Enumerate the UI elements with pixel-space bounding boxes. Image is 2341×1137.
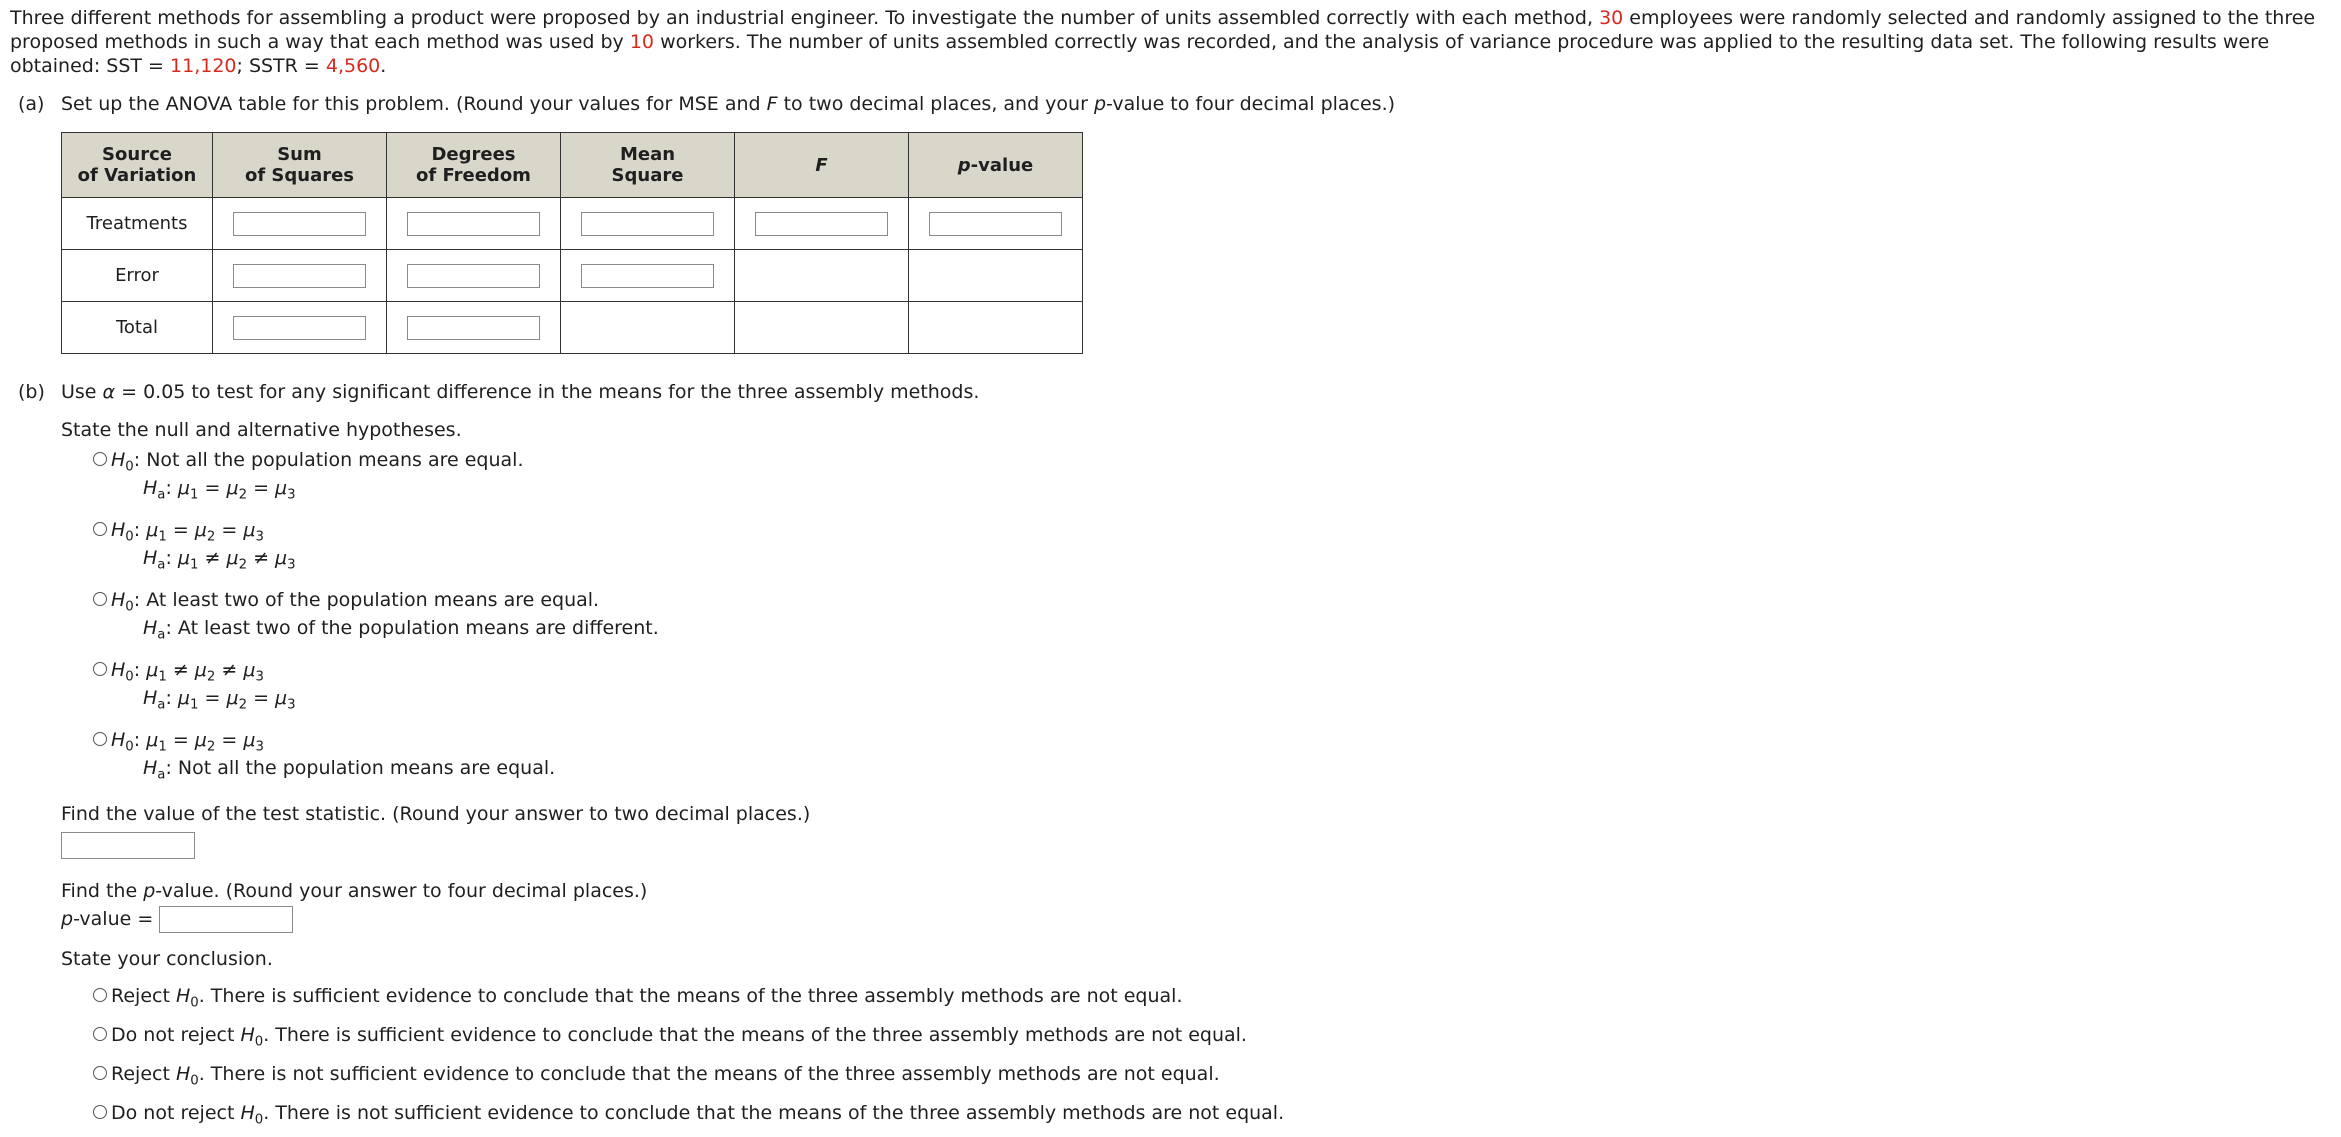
h0-subscript: 0 xyxy=(125,739,134,755)
null-hypothesis: $H_0$: Not all the population means are equal. xyxy=(111,449,524,475)
header-mean-square xyxy=(561,133,735,198)
part-a-text: to two decimal places, and your xyxy=(777,93,1094,115)
treatments-ms-input[interactable] xyxy=(581,212,714,236)
hypotheses-options xyxy=(83,446,2341,782)
error-ss-cell xyxy=(213,250,387,302)
radio-button[interactable] xyxy=(93,1027,107,1041)
conclusion-lead: Reject xyxy=(111,1063,176,1085)
p-value-input[interactable] xyxy=(159,906,293,933)
error-ss-input[interactable] xyxy=(233,264,366,288)
conclusion-text: . There is not sufficient evidence to conclude that the means of the three assembly methods are not equal. xyxy=(198,1063,1220,1085)
empty-cell xyxy=(909,302,1083,354)
h0-symbol: H xyxy=(240,1102,255,1124)
treatments-f-input[interactable] xyxy=(755,212,888,236)
ha-subscript: a xyxy=(157,557,166,573)
anova-table xyxy=(61,132,1083,354)
table-row-total xyxy=(62,302,1083,354)
intro-text: ; SSTR = xyxy=(236,55,326,77)
p-value-prompt-text: p xyxy=(143,880,156,902)
conclusion-lead: Do not reject xyxy=(111,1024,241,1046)
alternative-hypothesis: $H_a$: $\mu_1 = \mu_2 = \mu_3$ xyxy=(143,687,296,713)
p-value-prompt xyxy=(61,879,2341,903)
p-value-prompt-text: Find the xyxy=(61,880,144,902)
hypothesis-text: $\mu_1 \ne \mu_2 \ne \mu_3$ xyxy=(146,659,264,685)
part-a-label: (a) xyxy=(18,93,45,115)
employees-count: 30 xyxy=(1599,7,1624,29)
hypothesis-text: $\mu_1 = \mu_2 = \mu_3$ xyxy=(146,519,264,545)
ha-symbol: H xyxy=(143,617,158,639)
conclusion-prompt: State your conclusion. xyxy=(61,948,273,970)
alternative-hypothesis: $H_a$: At least two of the population means are different. xyxy=(143,617,659,643)
ha-subscript: a xyxy=(157,767,166,783)
part-a-text: Set up the ANOVA table for this problem. (Round your values for MSE and xyxy=(61,93,767,115)
empty-cell xyxy=(735,250,909,302)
conclusion-text: . There is not sufficient evidence to conclude that the means of the three assembly methods are not equal. xyxy=(263,1102,1285,1124)
treatments-ss-cell xyxy=(213,198,387,250)
h0-subscript: 0 xyxy=(125,529,134,545)
hypothesis-text: $\mu_1 = \mu_2 = \mu_3$ xyxy=(177,477,296,503)
error-df-cell xyxy=(387,250,561,302)
ha-symbol: H xyxy=(143,757,158,779)
part-b-text: = 0.05 to test for any significant difference in the means for the three assembly methods. xyxy=(115,381,980,403)
part-b xyxy=(10,380,2341,1127)
workers-count: 10 xyxy=(629,31,655,53)
sst-value: 11,120 xyxy=(170,55,237,77)
header-degrees-of-freedom xyxy=(387,133,561,198)
h0-subscript: 0 xyxy=(125,599,134,615)
conclusion-text: . There is sufficient evidence to conclude that the means of the three assembly methods are not equal. xyxy=(263,1024,1247,1046)
h0-symbol: H xyxy=(175,1063,191,1085)
treatments-p-value-input[interactable] xyxy=(929,212,1062,236)
radio-button[interactable] xyxy=(93,1105,107,1119)
h0-symbol: H xyxy=(111,589,126,611)
treatments-ss-input[interactable] xyxy=(233,212,366,236)
header-text: Square xyxy=(611,165,684,186)
total-ss-cell xyxy=(213,302,387,354)
part-a xyxy=(10,92,2341,354)
hypothesis-text: $\mu_1 = \mu_2 = \mu_3$ xyxy=(146,729,264,755)
h0-subscript: 0 xyxy=(125,669,134,685)
radio-button[interactable] xyxy=(93,592,107,606)
error-df-input[interactable] xyxy=(407,264,540,288)
h0-subscript: 0 xyxy=(254,1034,264,1050)
header-text: -value xyxy=(970,154,1034,176)
test-statistic-row xyxy=(61,832,2341,859)
p-value-prompt-text: -value. (Round your answer to four decimal places.) xyxy=(155,880,648,902)
part-b-instructions xyxy=(61,380,2341,404)
hypothesis-text: At least two of the population means are different. xyxy=(177,617,659,639)
part-b-text: Use xyxy=(61,381,103,403)
hypothesis-option-3[interactable] xyxy=(83,586,2341,642)
h0-symbol: H xyxy=(111,659,126,681)
null-hypothesis: $H_0$: At least two of the population means are equal. xyxy=(111,589,600,615)
part-b-label: (b) xyxy=(18,381,45,403)
h0-symbol: H xyxy=(111,729,126,751)
total-ss-input[interactable] xyxy=(233,316,366,340)
empty-cell xyxy=(735,302,909,354)
empty-cell xyxy=(561,302,735,354)
h0-symbol: H xyxy=(111,519,126,541)
header-text: of Squares xyxy=(244,165,355,186)
part-a-instructions xyxy=(61,92,2341,116)
radio-button[interactable] xyxy=(93,988,107,1002)
anova-header-row xyxy=(62,133,1083,198)
alternative-hypothesis: $H_a$: $\mu_1 \ne \mu_2 \ne \mu_3$ xyxy=(143,547,296,573)
ha-symbol: H xyxy=(143,687,158,709)
part-a-text: p xyxy=(1093,93,1107,115)
problem-statement xyxy=(10,6,2335,78)
row-label-total: Total xyxy=(62,302,213,354)
hypothesis-option-1[interactable] xyxy=(83,446,2341,502)
alternative-hypothesis: $H_a$: $\mu_1 = \mu_2 = \mu_3$ xyxy=(143,477,296,503)
header-text: F xyxy=(815,154,828,176)
conclusion-text: . There is sufficient evidence to conclude that the means of the three assembly methods are not equal. xyxy=(198,985,1183,1007)
alternative-hypothesis: $H_a$: Not all the population means are equal. xyxy=(143,757,556,783)
header-sum-of-squares xyxy=(213,133,387,198)
row-label-treatments: Treatments xyxy=(62,198,213,250)
h0-subscript: 0 xyxy=(254,1112,264,1128)
treatments-p-cell xyxy=(909,198,1083,250)
hypothesis-text: Not all the population means are equal. xyxy=(177,757,556,779)
header-text: Sum xyxy=(277,144,322,165)
treatments-df-input[interactable] xyxy=(407,212,540,236)
radio-button[interactable] xyxy=(93,662,107,676)
ha-subscript: a xyxy=(157,697,166,713)
null-hypothesis: $H_0$: $\mu_1 = \mu_2 = \mu_3$ xyxy=(111,729,264,755)
hypothesis-option-5[interactable] xyxy=(83,726,2341,782)
error-ms-input[interactable] xyxy=(581,264,714,288)
treatments-f-cell xyxy=(735,198,909,250)
intro-text: employees were randomly selected and randomly assigned to the three proposed methods in such a way that each method was used by xyxy=(10,7,2316,53)
header-text: of Variation xyxy=(77,165,197,186)
ha-subscript: a xyxy=(157,627,166,643)
conclusion-option-2[interactable] xyxy=(83,1021,2341,1049)
h0-symbol: H xyxy=(175,985,191,1007)
h0-subscript: 0 xyxy=(190,995,199,1011)
h0-symbol: H xyxy=(111,449,126,471)
radio-button[interactable] xyxy=(93,1066,107,1080)
ha-subscript: a xyxy=(157,487,166,503)
radio-button[interactable] xyxy=(93,732,107,746)
conclusion-lead: Reject xyxy=(111,985,176,1007)
ha-symbol: H xyxy=(143,477,158,499)
h0-subscript: 0 xyxy=(125,459,134,475)
hypothesis-text: At least two of the population means are equal. xyxy=(146,589,600,611)
header-text: p xyxy=(957,154,971,176)
p-value-row xyxy=(61,905,2341,933)
h0-subscript: 0 xyxy=(190,1073,199,1089)
hypotheses-prompt: State the null and alternative hypotheses. xyxy=(61,419,462,441)
radio-button[interactable] xyxy=(93,522,107,536)
hypothesis-text: $\mu_1 = \mu_2 = \mu_3$ xyxy=(177,687,296,713)
intro-text: . xyxy=(380,55,387,77)
hypothesis-text: Not all the population means are equal. xyxy=(146,449,524,471)
conclusion-option-1[interactable] xyxy=(83,982,2341,1010)
hypothesis-option-2[interactable] xyxy=(83,516,2341,572)
p-value-label: p xyxy=(61,908,74,930)
header-text: Source xyxy=(102,144,172,165)
table-row-error xyxy=(62,250,1083,302)
table-row-treatments xyxy=(62,198,1083,250)
header-f xyxy=(735,133,909,198)
conclusion-option-4[interactable] xyxy=(83,1099,2341,1127)
total-df-input[interactable] xyxy=(407,316,540,340)
empty-cell xyxy=(909,250,1083,302)
header-text: Mean xyxy=(619,144,676,165)
conclusion-options xyxy=(83,982,2341,1127)
null-hypothesis: $H_0$: $\mu_1 = \mu_2 = \mu_3$ xyxy=(111,519,264,545)
error-ms-cell xyxy=(561,250,735,302)
conclusion-lead: Do not reject xyxy=(111,1102,241,1124)
h0-symbol: H xyxy=(240,1024,255,1046)
sstr-value: 4,560 xyxy=(325,55,381,77)
treatments-ms-cell xyxy=(561,198,735,250)
ha-symbol: H xyxy=(143,547,158,569)
header-source xyxy=(62,133,213,198)
p-value-label: -value = xyxy=(73,908,154,930)
conclusion-option-3[interactable] xyxy=(83,1060,2341,1088)
hypothesis-option-4[interactable] xyxy=(83,656,2341,712)
intro-text: workers. The number of units assembled correctly was recorded, and the analysis of variance procedure was applied to the resulting data set. The following results were obtained: SST = xyxy=(10,31,2270,77)
header-text: Degrees xyxy=(431,144,516,165)
part-a-text: -value to four decimal places.) xyxy=(1106,93,1396,115)
null-hypothesis: $H_0$: $\mu_1 \ne \mu_2 \ne \mu_3$ xyxy=(111,659,264,685)
test-statistic-input[interactable] xyxy=(61,832,195,859)
part-a-text: F xyxy=(766,93,778,115)
row-label-error: Error xyxy=(62,250,213,302)
header-text: of Freedom xyxy=(416,165,531,186)
alpha-symbol: α xyxy=(102,381,116,403)
header-p-value xyxy=(909,133,1083,198)
radio-button[interactable] xyxy=(93,452,107,466)
test-statistic-prompt: Find the value of the test statistic. (Round your answer to two decimal places.) xyxy=(61,803,811,825)
hypothesis-text: $\mu_1 \ne \mu_2 \ne \mu_3$ xyxy=(177,547,296,573)
intro-text: Three different methods for assembling a product were proposed by an industrial engineer. To investigate the number of units assembled correctly with each method, xyxy=(10,7,1600,29)
treatments-df-cell xyxy=(387,198,561,250)
total-df-cell xyxy=(387,302,561,354)
